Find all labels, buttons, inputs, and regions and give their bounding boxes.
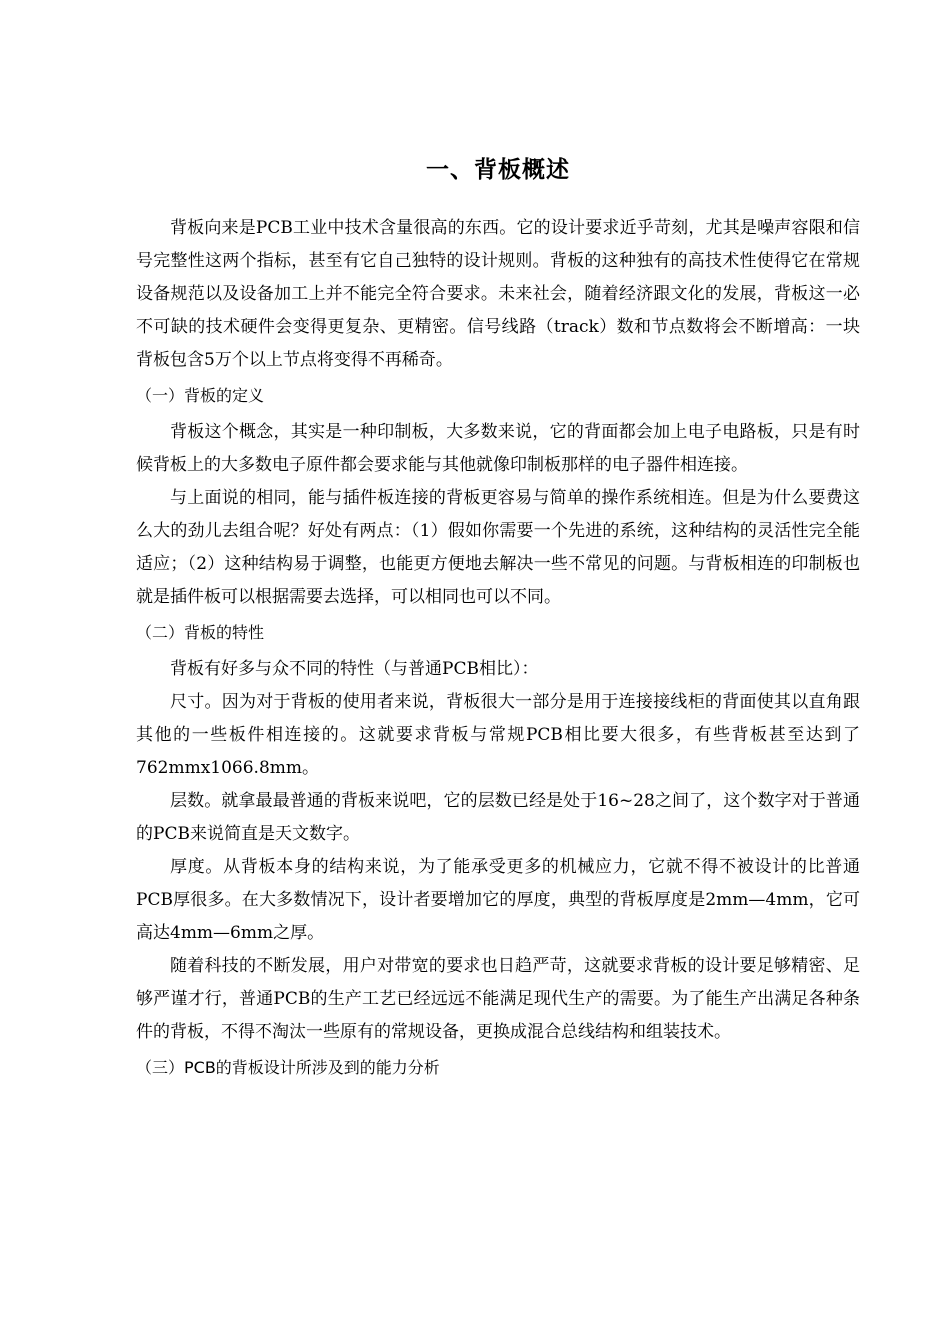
- section-heading-definition: （一）背板的定义: [136, 386, 265, 405]
- paragraph-layers: 层数。就拿最最普通的背板来说吧，它的层数已经是处于16~28之间了，这个数字对于普通的PCB来说简直是天文数字。: [136, 791, 860, 844]
- chapter-title: 一、背板概述: [426, 157, 570, 183]
- paragraph-thickness: 厚度。从背板本身的结构来说，为了能承受更多的机械应力，它就不得不被设计的比普通PCB厚很多。在大多数情况下，设计者要增加它的厚度，典型的背板厚度是2mm—4mm，它可高达4mm—6mm之厚。: [136, 857, 860, 943]
- section-heading-characteristics: （二）背板的特性: [136, 623, 265, 642]
- document-body: [136, 152, 860, 1088]
- paragraph: 随着科技的不断发展，用户对带宽的要求也日趋严苛，这就要求背板的设计要足够精密、足够严谨才行，普通PCB的生产工艺已经远远不能满足现代生产的需要。为了能生产出满足各种条件的背板，不得不淘汰一些原有的常规设备，更换成混合总线结构和组装技术。: [136, 956, 860, 1042]
- paragraph: 背板有好多与众不同的特性（与普通PCB相比）：: [170, 659, 539, 679]
- paragraph-size: 尺寸。因为对于背板的使用者来说，背板很大一部分是用于连接接线柜的背面使其以直角跟其他的一些板件相连接的。这就要求背板与常规PCB相比要大很多，有些背板甚至达到了762mmx1066.8mm。: [136, 692, 860, 778]
- paragraph: 与上面说的相同，能与插件板连接的背板更容易与简单的操作系统相连。但是为什么要费这么大的劲儿去组合呢？好处有两点：（1）假如你需要一个先进的系统，这种结构的灵活性完全能适应；（2）这种结构易于调整，也能更方便地去解决一些不常见的问题。与背板相连的印制板也就是插件板可以根据需要去选择，可以相同也可以不同。: [136, 488, 860, 607]
- section-heading-capability-analysis: （三）PCB的背板设计所涉及到的能力分析: [136, 1058, 440, 1077]
- paragraph: 背板这个概念，其实是一种印制板，大多数来说，它的背面都会加上电子电路板，只是有时候背板上的大多数电子原件都会要求能与其他就像印制板那样的电子器件相连接。: [136, 422, 860, 475]
- intro-paragraph: 背板向来是PCB工业中技术含量很高的东西。它的设计要求近乎苛刻，尤其是噪声容限和信号完整性这两个指标，甚至有它自己独特的设计规则。背板的这种独有的高技术性使得它在常规设备规范以及设备加工上并不能完全符合要求。未来社会，随着经济跟文化的发展，背板这一必不可缺的技术硬件会变得更复杂、更精密。信号线路（track）数和节点数将会不断增高：一块背板包含5万个以上节点将变得不再稀奇。: [136, 218, 860, 370]
